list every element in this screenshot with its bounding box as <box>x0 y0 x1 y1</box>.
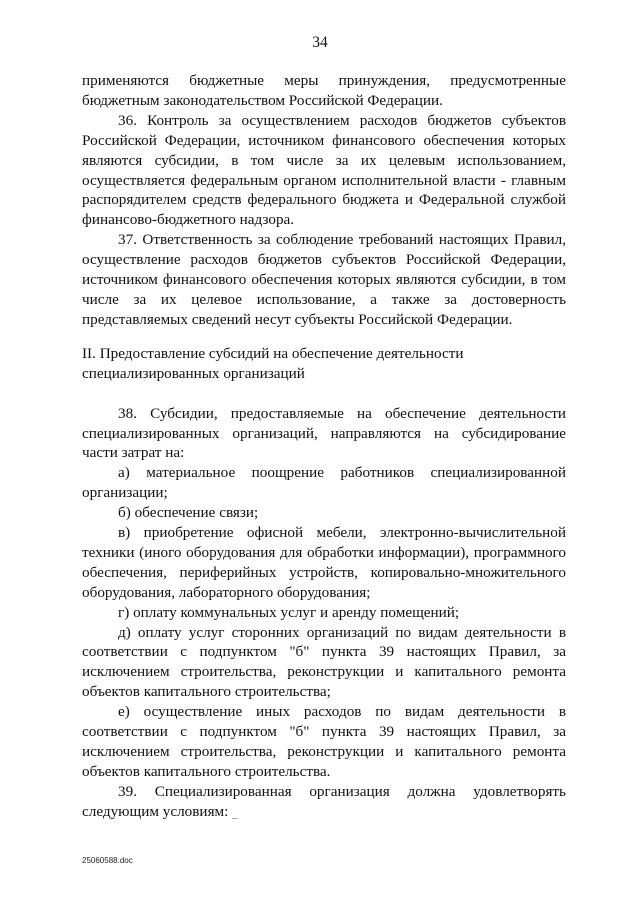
paragraph-intro-continuation: применяются бюджетные меры принуждения, предусмотренные бюджетным законодательством Российской Федерации. <box>82 72 566 109</box>
paragraph-38-b: б) обеспечение связи; <box>118 504 259 522</box>
paragraph-38: 38. Субсидии, предоставляемые на обеспечение деятельности специализированных организаций, направляются на субсидирование части затрат на: <box>82 404 566 462</box>
file-name-footer: 25060588.doc <box>82 856 133 865</box>
paragraph-38-d: д) оплату услуг сторонних организаций по видам деятельности в соответствии с подпунктом "б" пункта 39 настоящих Правил, за исключением строительства, реконструкции и капитального ремонта объектов капитального строительства; <box>82 623 566 701</box>
paragraph-38-v: в) приобретение офисной мебели, электронно-вычислительной техники (иного оборудования для обработки информации), программного обеспечения, периферийных устройств, копировально-множительного оборудования, лабораторного оборудования; <box>82 524 566 601</box>
section-heading-line-2: специализированных организаций <box>82 364 305 382</box>
section-heading-line-1: II. Предоставление субсидий на обеспечение деятельности <box>82 344 464 362</box>
paragraph-36: 36. Контроль за осуществлением расходов бюджетов субъектов Российской Федерации, источником финансового обеспечения которых являются субсидии, в том числе за их целевым использованием, осуществляется федеральным органом исполнительной власти - главным распорядителем средств федерального бюджета и Федеральной службой финансово-бюджетного надзора. <box>82 111 566 229</box>
page-number: 34 <box>312 34 328 51</box>
paragraph-38-a: а) материальное поощрение работников специализированной организации; <box>82 464 566 502</box>
paragraph-38-g: г) оплату коммунальных услуг и аренду помещений; <box>118 603 460 621</box>
document-body <box>82 71 566 822</box>
paragraph-38-e: е) осуществление иных расходов по видам деятельности в соответствии с подпунктом "б" пункта 39 настоящих Правил, за исключением строительства, реконструкции и капитального ремонта объектов капитального строительства. <box>82 703 566 780</box>
paragraph-37: 37. Ответственность за соблюдение требований настоящих Правил, осуществление расходов бюджетов субъектов Российской Федерации, источником финансового обеспечения которых являются субсидии, в том числе за их целевое использование, а также за достоверность представляемых сведений несут субъекты Российской Федерации. <box>82 231 566 328</box>
scan-mark <box>232 818 238 819</box>
paragraph-39: 39. Специализированная организация должна удовлетворять следующим условиям: <box>82 782 566 820</box>
section-heading <box>82 344 566 384</box>
